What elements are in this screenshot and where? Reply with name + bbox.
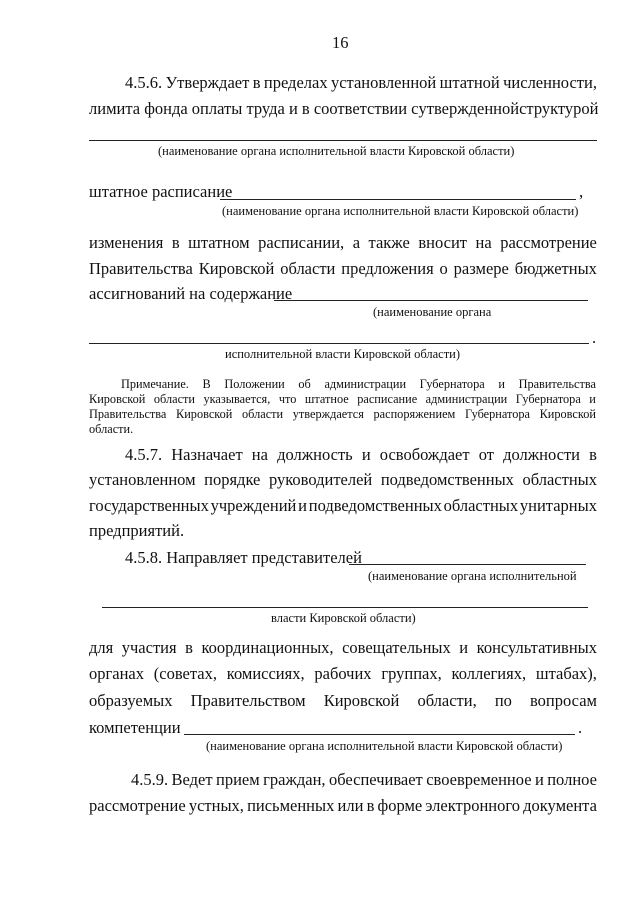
word: в [589,445,597,464]
word: также [368,233,410,252]
word: распоряжением [373,407,456,421]
word: коллегиях, [451,664,527,683]
word: численности, [503,73,597,92]
word: администрации [324,377,407,391]
note-line3 [89,408,596,420]
blank-line-1 [89,140,597,141]
word: 4.5.6. [125,73,163,92]
p458-line4 [89,693,597,710]
word: освобождает [379,445,470,464]
p456-line1 [125,75,597,92]
word: письменных [247,796,335,815]
caption-authority-4: исполнительной власти Кировской области) [225,347,461,361]
word: совещательных [342,638,451,657]
word: государственных [89,496,209,515]
word: области [280,259,336,278]
word: Ведет [171,770,213,789]
word: лимита фонда оплаты труда и в соответствии с [89,99,419,118]
caption-authority-7: (наименование органа исполнительной власти Кировской области) [206,739,563,753]
word: области, [417,691,477,710]
word: комиссиях, [226,664,305,683]
word: рассмотрение [89,796,186,815]
word: Кировской [176,407,233,421]
caption-authority-6: власти Кировской области) [271,611,416,625]
p458-line1-text: 4.5.8. Направляет представителей [125,548,362,567]
word: в [252,73,261,92]
caption-authority-3: (наименование органа [373,305,492,319]
p457-line3 [89,498,597,515]
word: полное [547,770,597,789]
word: координационных, [201,638,334,657]
p456-line7-end: . [592,328,597,347]
word: областных [522,470,597,489]
word: В [202,377,211,391]
word: (советах, [153,664,217,683]
word: расписание [357,392,418,406]
word: утверждается [292,407,364,421]
p457-line4: предприятий. [89,521,185,540]
word: о [439,259,448,278]
word: в [366,796,375,815]
word: Кировской [198,259,275,278]
word: граждан, [263,770,326,789]
word: об [298,377,311,391]
word: электронного [425,796,520,815]
note-line1 [121,378,596,390]
word: и [589,392,596,406]
word: образуемых [89,691,173,710]
word: подведомственных [380,470,514,489]
blank-line-7 [184,734,575,735]
word: консультативных [476,638,597,657]
word: областных [443,496,519,515]
word: Кировской [89,392,146,406]
page-number: 16 [332,33,349,52]
p458-line5-end: . [578,718,583,737]
word: и [298,496,307,515]
word: Губернатора [515,392,581,406]
word: своевременное [426,770,532,789]
p458-line3 [89,666,597,683]
word: должности [503,445,581,464]
word: прием [216,770,260,789]
word: органах [89,664,144,683]
word: вопросам [530,691,597,710]
word: Примечание. [121,377,189,391]
p458-line2 [89,640,597,657]
word: в [185,638,193,657]
blank-line-6 [102,607,588,608]
word: области [242,407,284,421]
word: структурой [519,99,599,118]
word: штатной [439,73,500,92]
word: должность [277,445,353,464]
p459-line1 [131,772,597,789]
word: вносит [418,233,467,252]
word: участия [121,638,177,657]
word: порядке [204,470,261,489]
caption-authority-2: (наименование органа исполнительной власти Кировской области) [222,204,579,218]
p458-line5-text: компетенции [89,718,181,737]
word: Положении [224,377,285,391]
word: рассмотрение [500,233,597,252]
word: бюджетных [514,259,597,278]
note-line2 [89,393,596,405]
word: на [475,233,492,252]
blank-line-4 [89,343,589,344]
word: установленной [330,73,437,92]
word: Правительством [190,691,306,710]
word: администрации [425,392,508,406]
word: Назначает [171,445,243,464]
word: Утверждает [165,73,250,92]
word: утвержденной [418,99,520,118]
p456-line3-end: , [579,182,584,201]
word: унитарных [519,496,597,515]
word: а [352,233,361,252]
p456-line2 [89,101,597,118]
word: и [459,638,469,657]
word: Правительства [518,377,596,391]
word: группах, [381,664,442,683]
word: штатное [304,392,349,406]
word: установленном [89,470,196,489]
p456-line4 [89,235,597,252]
word: рабочих [314,664,372,683]
p456-line6-text: ассигнований на содержание [89,284,293,303]
word: форме [377,796,423,815]
caption-authority-1: (наименование органа исполнительной власти Кировской области) [158,144,515,158]
word: Кировской [323,691,400,710]
word: 4.5.9. [131,770,169,789]
word: указывается, [203,392,271,406]
word: устных, [188,796,244,815]
word: Губернатора [464,407,530,421]
p457-line1 [125,447,597,464]
word: от [478,445,494,464]
word: расписании, [258,233,345,252]
word: Правительства [89,407,167,421]
word: штатном [188,233,250,252]
word: по [494,691,512,710]
p456-line3-text: штатное расписание [89,182,233,201]
blank-line-3 [274,300,588,301]
word: или [337,796,364,815]
word: Кировской [539,407,596,421]
word: обеспечивает [328,770,423,789]
note-line4: области. [89,422,134,436]
word: 4.5.7. [125,445,163,464]
word: размере [453,259,509,278]
word: предложения [341,259,434,278]
word: и [534,770,544,789]
word: в [171,233,180,252]
p459-line2 [89,798,597,815]
word: пределах [263,73,328,92]
word: изменения [89,233,164,252]
word: и [498,377,505,391]
word: области [153,392,195,406]
word: на [251,445,268,464]
p457-line2 [89,472,597,489]
word: штабах), [535,664,597,683]
p456-line5 [89,261,597,278]
word: и [361,445,371,464]
word: для [89,638,114,657]
word: Правительства [89,259,193,278]
blank-line-5 [349,564,586,565]
word: руководителей [268,470,373,489]
word: что [278,392,297,406]
word: учреждений [210,496,297,515]
word: документа [523,796,597,815]
caption-authority-5: (наименование органа исполнительной [368,569,577,583]
word: подведомственных [308,496,442,515]
blank-line-2 [220,199,576,200]
word: Губернатора [419,377,485,391]
